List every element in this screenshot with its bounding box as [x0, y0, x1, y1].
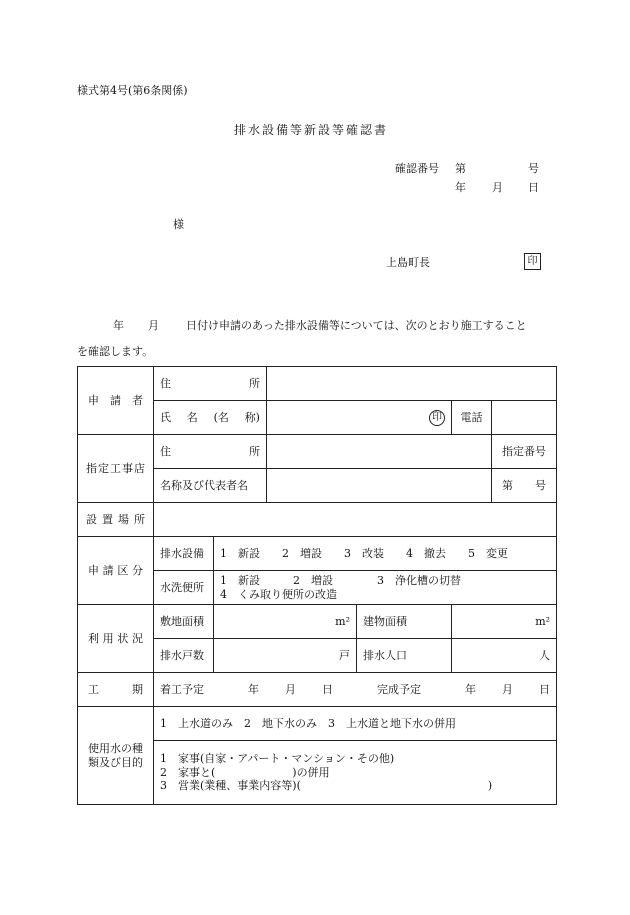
site-area-field[interactable]	[214, 605, 357, 639]
water-purpose-line3: 3 営業(業種、事業内容等)( )	[160, 779, 493, 793]
confirm-dai: 第	[455, 162, 466, 175]
applicant-phone-label: 電話	[452, 401, 492, 435]
location-field[interactable]	[154, 503, 557, 537]
applicant-address-field[interactable]	[267, 367, 557, 401]
date-year: 年	[455, 181, 466, 194]
building-area-label: 建物面積	[357, 605, 452, 639]
flush-toilet-line2: 4 くみ取り便所の改造	[220, 587, 337, 601]
water-purpose-line1: 1 家事(自家・アパート・マンション・その他)	[160, 751, 395, 765]
issuer-name: 上島町長	[386, 256, 430, 269]
seal-mark: 印	[524, 253, 541, 270]
water-purpose-options[interactable]	[154, 741, 557, 805]
completion-planned-label: 完成予定	[377, 682, 421, 696]
contractor-go: 号	[535, 478, 547, 492]
applicant-address-label: 住 所	[154, 367, 267, 401]
contractor-number-field[interactable]	[492, 469, 557, 503]
date-day: 日	[528, 181, 539, 194]
households-unit: 戸	[339, 648, 350, 662]
start-planned-label: 着工予定	[160, 682, 204, 696]
body-text-line2: を確認します。	[77, 345, 154, 358]
flush-toilet-line1: 1 新設 2 増設 3 浄化槽の切替	[220, 573, 461, 587]
contractor-header: 指 定 工 事 店	[78, 435, 154, 503]
water-header-line2: 類及び目的	[88, 755, 143, 769]
building-area-unit: m²	[535, 614, 551, 628]
period-header: 工 期	[78, 673, 154, 707]
date-month: 月	[492, 181, 503, 194]
population-label: 排水人口	[357, 639, 452, 673]
population-field[interactable]	[452, 639, 557, 673]
contractor-dai: 第	[502, 478, 513, 492]
contractor-name-field[interactable]	[267, 469, 492, 503]
contractor-address-label: 住 所	[154, 435, 267, 469]
category-header: 申 請 区 分	[78, 537, 154, 605]
application-table	[77, 366, 557, 805]
form-number: 様式第4号(第6条関係)	[77, 84, 188, 97]
drain-equipment-options[interactable]: 1 新設 2 増設 3 改装 4 撤去 5 変更	[214, 537, 557, 571]
applicant-header: 申 請 者	[78, 367, 154, 435]
applicant-seal-icon: 印	[429, 410, 445, 426]
population-unit: 人	[539, 648, 551, 662]
contractor-address-field[interactable]	[267, 435, 492, 469]
contractor-name-label: 名称及び代表者名	[154, 469, 267, 503]
end-day: 日	[539, 682, 550, 696]
body-year: 年	[113, 319, 124, 332]
flush-toilet-label: 水洗便所	[154, 571, 214, 605]
document-title: 排水設備等新設等確認書	[234, 123, 389, 137]
end-year: 年	[465, 682, 476, 696]
addressee-suffix: 様	[173, 218, 184, 231]
water-source-options[interactable]: 1 上水道のみ 2 地下水のみ 3 上水道と地下水の併用	[154, 707, 557, 741]
drain-equipment-label: 排水設備	[154, 537, 214, 571]
site-area-label: 敷地面積	[154, 605, 214, 639]
water-header-line1: 使用水の種	[88, 741, 143, 755]
applicant-name-field[interactable]	[267, 401, 452, 435]
start-month: 月	[285, 682, 296, 696]
usage-header: 利 用 状 況	[78, 605, 154, 673]
location-header: 設 置 場 所	[78, 503, 154, 537]
start-day: 日	[322, 682, 333, 696]
households-field[interactable]	[214, 639, 357, 673]
body-text-line1: 日付け申請のあった排水設備等については、次のとおり施工すること	[186, 319, 527, 332]
water-purpose-line2: 2 家事と( )の併用	[160, 765, 330, 779]
confirm-number-label: 確認番号	[395, 162, 439, 175]
applicant-name-label: 氏 名 (名 称)	[154, 401, 267, 435]
end-month: 月	[502, 682, 513, 696]
start-year: 年	[248, 682, 259, 696]
flush-toilet-options[interactable]	[214, 571, 557, 605]
confirm-go: 号	[528, 162, 539, 175]
households-label: 排水戸数	[154, 639, 214, 673]
site-area-unit: m²	[335, 614, 350, 628]
applicant-phone-field[interactable]	[492, 401, 557, 435]
body-month: 月	[148, 319, 159, 332]
issuer-seal-icon	[524, 253, 541, 270]
building-area-field[interactable]	[452, 605, 557, 639]
water-header	[78, 707, 154, 805]
contractor-designated-number-label: 指定番号	[492, 435, 557, 469]
period-field[interactable]	[154, 673, 557, 707]
